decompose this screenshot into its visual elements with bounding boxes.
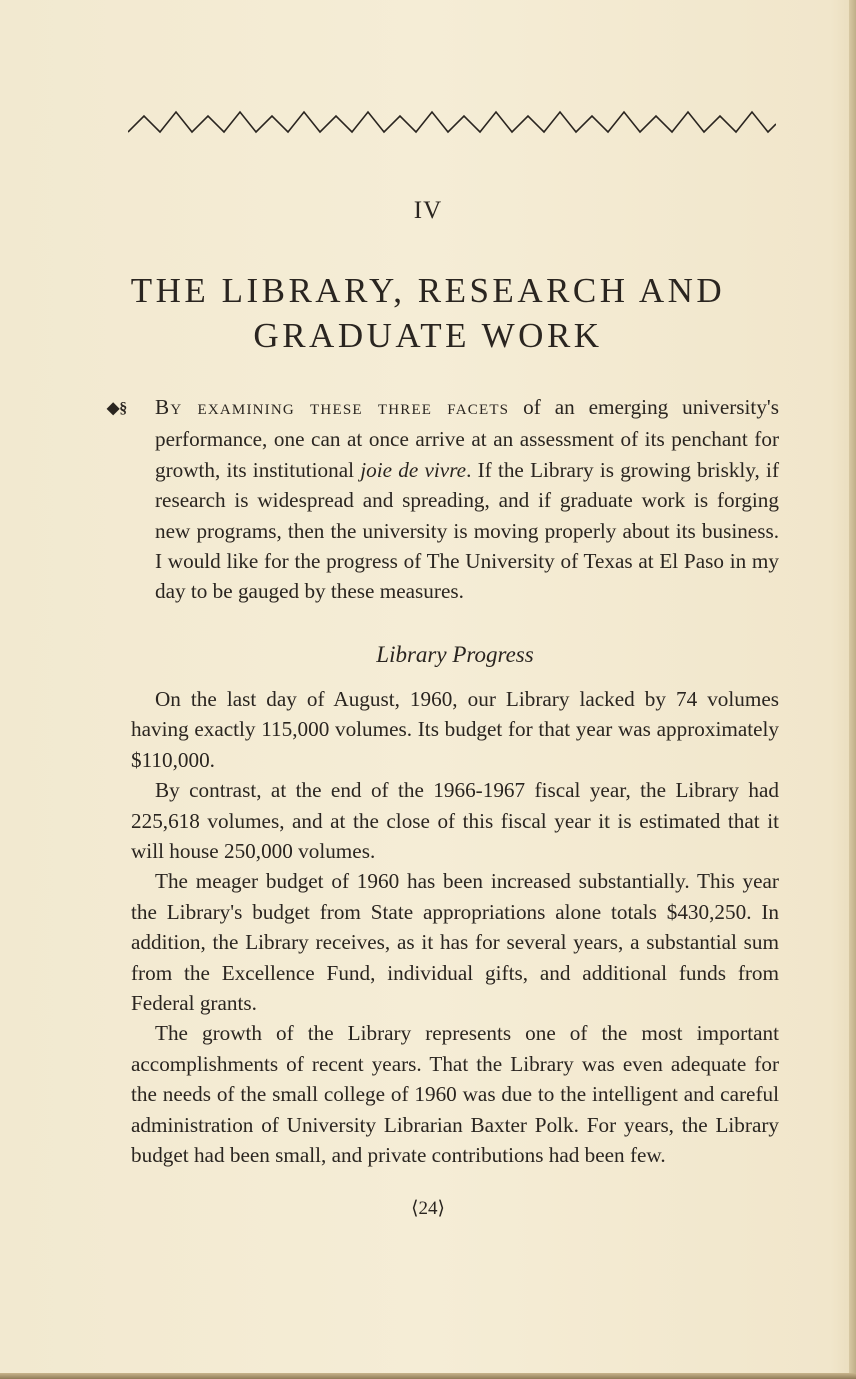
paragraph: The meager budget of 1960 has been increased substantially. This year the Library's budget from State appropriations alone totals $430,250. In addition, the Library receives, as it has for several years, a substantial sum from the Excellence Fund, individual gifts, and additional funds from Federal grants. bbox=[131, 869, 779, 1016]
intro-tail: . If the Library is growing briskly, if research is widespread and spreading, and if graduate work is forging new programs, then the university is moving properly about its business. I would like for the progress of The University of Texas at El Paso in my day to be gauged by these measures. bbox=[155, 457, 780, 604]
intro-italic: joie de vivre bbox=[360, 457, 467, 482]
paragraph: On the last day of August, 1960, our Library lacked by 74 volumes having exactly 115,000 volumes. Its budget for that year was approximately $110,000. bbox=[131, 687, 779, 772]
page-number: ⟨24⟩ bbox=[411, 1198, 445, 1219]
intro-rest: of an emerging university's performance, one can at once arrive at an assessment of its penchant for growth, its institutional bbox=[155, 395, 779, 482]
paragraph: The growth of the Library represents one of the most important accomplishments of recent years. That the Library was even adequate for the needs of the small college of 1960 was due to the intelligent and careful administration of University Librarian Baxter Polk. For years, the Library budget had been small, and private contributions had been few. bbox=[131, 1021, 779, 1168]
intro-text bbox=[107, 392, 780, 607]
chapter-title: THE LIBRARY, RESEARCH AND GRADUATE WORK bbox=[130, 271, 726, 355]
fleuron-icon: ◆§ bbox=[107, 400, 128, 417]
section-body bbox=[131, 684, 779, 1171]
page-edge-right bbox=[849, 0, 856, 1379]
intro-lead: By examining these three facets bbox=[155, 395, 510, 419]
page-edge-bottom bbox=[0, 1373, 856, 1379]
intro-paragraph bbox=[107, 392, 780, 607]
section-heading: Library Progress bbox=[376, 642, 534, 667]
zigzag-ornament bbox=[128, 104, 776, 144]
chapter-number: IV bbox=[413, 197, 443, 224]
paragraph: By contrast, at the end of the 1966-1967 fiscal year, the Library had 225,618 volumes, and at the close of this fiscal year it is estimated that it will house 250,000 volumes. bbox=[131, 778, 779, 864]
